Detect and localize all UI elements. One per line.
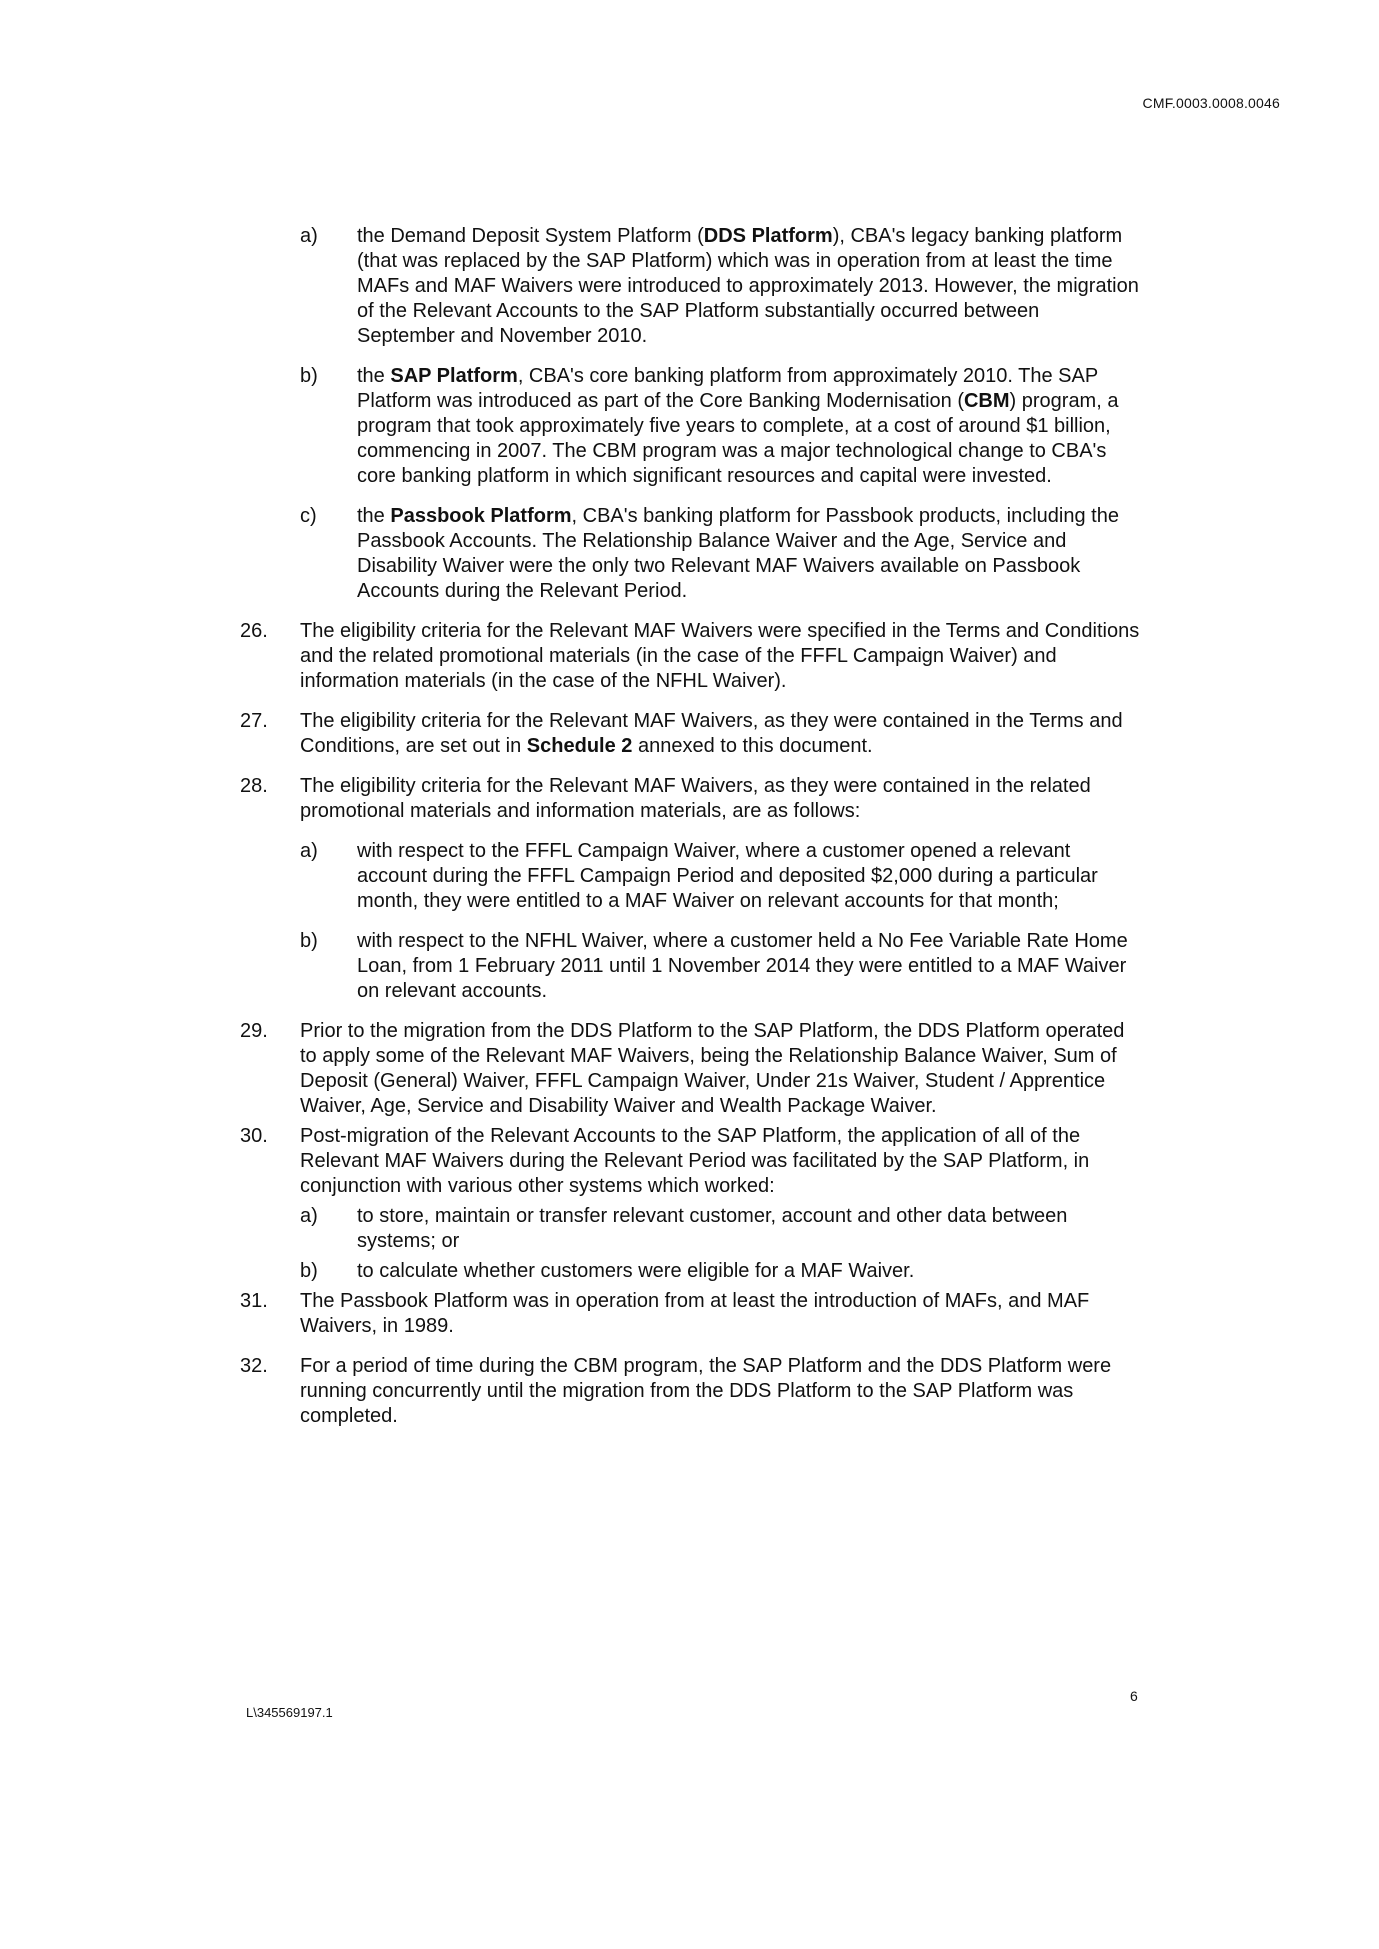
document-body: [240, 224, 1140, 1429]
paragraph-number: 31.: [240, 1290, 268, 1312]
paragraph-32: 32. For a period of time during the CBM program, the SAP Platform and the DDS Platform were running concurrently until the migration from the DDS Platform to the SAP Platform was completed.: [240, 1355, 1112, 1427]
item-marker: c): [300, 505, 317, 527]
list-item-store-data: a) to store, maintain or transfer relevant customer, account and other data between systems; or: [300, 1205, 1068, 1252]
paragraph-26: 26. The eligibility criteria for the Relevant MAF Waivers were specified in the Terms and Conditions and the related promotional materials (in the case of the FFFL Campaign Waiver) and information materials (in the case of the NFHL Waiver).: [240, 620, 1140, 692]
defined-term: Passbook Platform: [390, 505, 572, 527]
list-item-nfhl: b) with respect to the NFHL Waiver, where a customer held a No Fee Variable Rate Home Loan, from 1 February 2011 until 1 November 2014 they were entitled to a MAF Waiver on relevant accounts.: [300, 930, 1128, 1002]
item-marker: a): [300, 225, 318, 247]
defined-term: DDS Platform: [703, 225, 833, 247]
file-reference: L\345569197.1: [246, 1705, 333, 1720]
list-item-calculate-eligibility: b) to calculate whether customers were eligible for a MAF Waiver.: [300, 1260, 915, 1282]
paragraph-number: 27.: [240, 710, 268, 732]
paragraph-number: 26.: [240, 620, 268, 642]
list-item-dds-platform: a) the Demand Deposit System Platform (DDS Platform), CBA's legacy banking platform (that was replaced by the SAP Platform) which was in operation from at least the time MAFs and MAF Waivers were introduced to approximately 2013. However, the migration of the Relevant Accounts to the SAP Platform substantially occurred between September and November 2010.: [300, 225, 1139, 347]
paragraph-number: 30.: [240, 1125, 268, 1147]
paragraph-number: 29.: [240, 1020, 268, 1042]
item-marker: b): [300, 1260, 318, 1282]
item-marker: b): [300, 930, 318, 952]
item-marker: a): [300, 1205, 318, 1227]
list-item-sap-platform: b) the SAP Platform, CBA's core banking platform from approximately 2010. The SAP Platform was introduced as part of the Core Banking Modernisation (CBM) program, a program that took approximately five years to complete, at a cost of around $1 billion, commencing in 2007. The CBM program was a major technological change to CBA's core banking platform in which significant resources and capital were invested.: [300, 365, 1119, 487]
list-item-passbook-platform: c) the Passbook Platform, CBA's banking platform for Passbook products, including the Passbook Accounts. The Relationship Balance Waiver and the Age, Service and Disability Waiver were the only two Relevant MAF Waivers available on Passbook Accounts during the Relevant Period.: [300, 505, 1119, 602]
document-reference: CMF.0003.0008.0046: [1142, 95, 1280, 111]
item-marker: b): [300, 365, 318, 387]
paragraph-27: 27. The eligibility criteria for the Relevant MAF Waivers, as they were contained in the Terms and Conditions, are set out in Schedule 2 annexed to this document.: [240, 710, 1123, 757]
list-item-fffl-campaign: a) with respect to the FFFL Campaign Waiver, where a customer opened a relevant account during the FFFL Campaign Period and deposited $2,000 during a particular month, they were entitled to a MAF Waiver on relevant accounts for that month;: [300, 840, 1098, 912]
defined-term: CBM: [963, 390, 1010, 412]
paragraph-29: 29. Prior to the migration from the DDS Platform to the SAP Platform, the DDS Platform operated to apply some of the Relevant MAF Waivers, being the Relationship Balance Waiver, Sum of Deposit (General) Waiver, FFFL Campaign Waiver, Under 21s Waiver, Student / Apprentice Waiver, Age, Service and Disability Waiver and Wealth Package Waiver.: [240, 1020, 1125, 1117]
paragraph-28: 28. The eligibility criteria for the Relevant MAF Waivers, as they were contained in the related promotional materials and information materials, are as follows:: [240, 775, 1091, 822]
paragraph-31: 31. The Passbook Platform was in operation from at least the introduction of MAFs, and MAF Waivers, in 1989.: [240, 1290, 1090, 1337]
paragraph-number: 32.: [240, 1355, 268, 1377]
paragraph-30: 30. Post-migration of the Relevant Accounts to the SAP Platform, the application of all of the Relevant MAF Waivers during the Relevant Period was facilitated by the SAP Platform, in conjunction with various other systems which worked:: [240, 1125, 1090, 1197]
page-number: 6: [1130, 1688, 1138, 1704]
defined-term: SAP Platform: [390, 365, 518, 387]
paragraph-number: 28.: [240, 775, 268, 797]
item-marker: a): [300, 840, 318, 862]
schedule-reference: Schedule 2: [526, 735, 633, 757]
